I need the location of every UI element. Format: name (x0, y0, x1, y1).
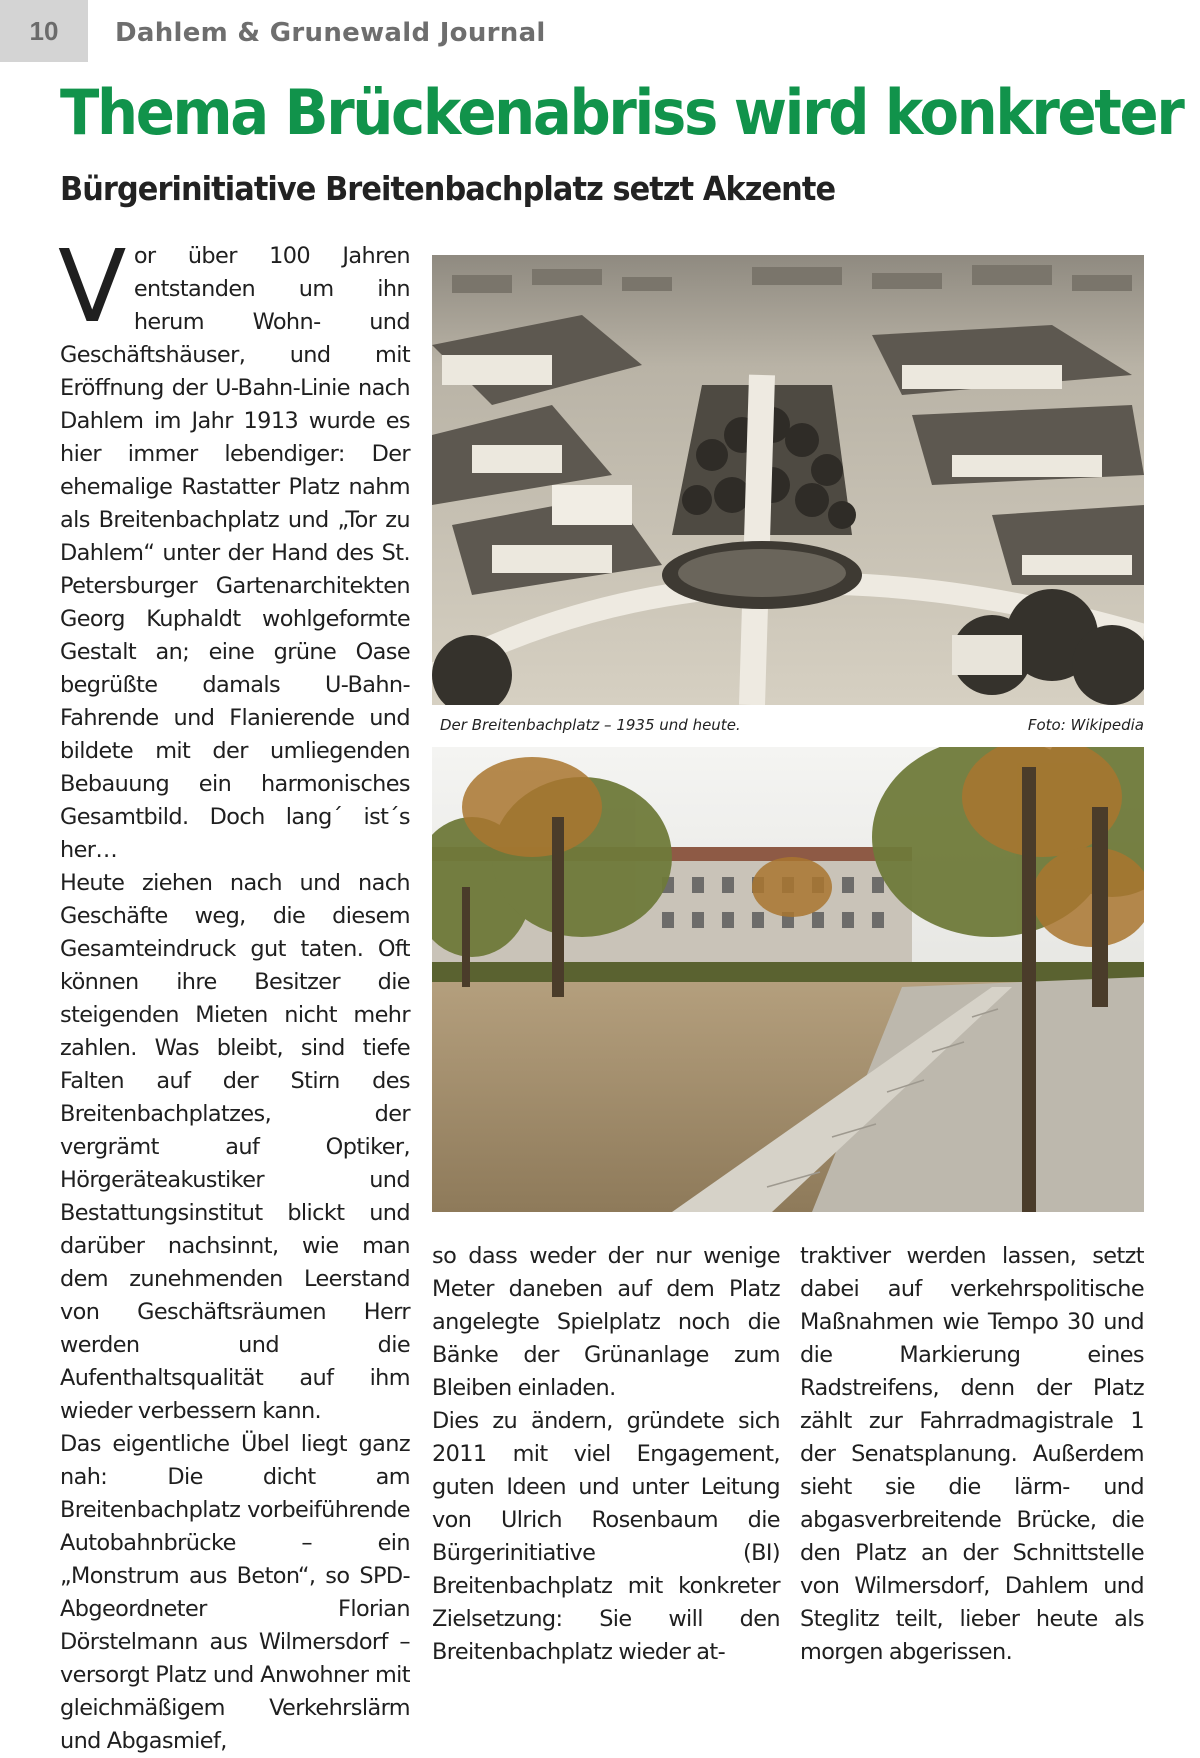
article-column-right (800, 1240, 1144, 1669)
article-column-left (58, 228, 410, 1758)
photo-credit: Foto: Wikipedia (1027, 716, 1144, 734)
paragraph: traktiver werden lassen, setzt dabei auf verkehrspolitische Maßnahmen wie Tempo 30 und die Markierung eines Radstreifens, denn der Platz zählt zur Fahrradmagistrale 1 der Senatsplanung. Außerdem sieht sie die lärm- und abgasverbreitende Brücke, die den Platz an der Schnittstelle von Wilmersdorf, Dahlem und Steglitz teilt, lieber heute als morgen abgerissen. (800, 1243, 1144, 1665)
paragraph-intro-text: or über 100 Jahren entstanden um ihn herum Wohn- und Geschäftshäuser, und mit Eröffnung der U-Bahn-Linie nach Dahlem im Jahr 1913 wurde es hier immer lebendiger: Der ehemalige Rastatter Platz nahm als Breitenbachplatz und „Tor zu Dahlem“ unter der Hand des St. Petersburger Gartenarchitekten Georg Kuphaldt wohlgeformte Gestalt an; eine grüne Oase begrüßte damals U-Bahn-Fahrende und Flanierende und bildete mit der umliegenden Bebauung ein harmonisches Gesamtbild. Doch lang´ ist´s her… (60, 243, 410, 863)
paragraph: so dass weder der nur wenige Meter daneben auf dem Platz angelegte Spielplatz noch die Bänke der Grünanlage zum Bleiben einladen. (432, 1243, 780, 1401)
article-column-middle (432, 1240, 780, 1669)
paragraph: Dies zu ändern, gründete sich 2011 mit viel Engagement, guten Ideen und unter Leitung von Ulrich Rosenbaum die Bürgerinitiative (BI) Breitenbachplatz mit konkreter Zielsetzung: Sie will den Breitenbachplatz wieder at- (432, 1408, 780, 1665)
present-day-photo (432, 747, 1144, 1212)
drop-cap: V (58, 228, 126, 345)
paragraph-intro (58, 228, 410, 867)
photo-caption: Der Breitenbachplatz – 1935 und heute. (440, 716, 741, 734)
historic-aerial-photo (432, 255, 1144, 705)
paragraph: Das eigentliche Übel liegt ganz nah: Die dicht am Breitenbachplatz vorbeiführende Autobahnbrücke – ein „Monstrum aus Beton“, so SPD-Abgeordneter Florian Dörstelmann aus Wilmersdorf – versorgt Platz und Anwohner mit gleichmäßigem Verkehrslärm und Abgasmief, (60, 1431, 410, 1754)
article-subheadline: Bürgerinitiative Breitenbachplatz setzt Akzente (60, 169, 836, 208)
article-headline: Thema Brückenabriss wird konkreter (60, 76, 1183, 149)
journal-title: Dahlem & Grunewald Journal (115, 18, 546, 48)
paragraph: Heute ziehen nach und nach Geschäfte weg, die diesem Gesamteindruck gut taten. Oft können ihre Besitzer die steigenden Mieten nicht mehr zahlen. Was bleibt, sind tiefe Falten auf der Stirn des Breitenbachplatzes, der vergrämt auf Optiker, Hörgeräteakustiker und Bestattungsinstitut blickt und darüber nachsinnt, wie man dem zunehmenden Leerstand von Geschäftsräumen Herr werden und die Aufenthaltsqualität auf ihm wieder verbessern kann. (60, 870, 410, 1424)
page-number: 10 (0, 0, 88, 62)
